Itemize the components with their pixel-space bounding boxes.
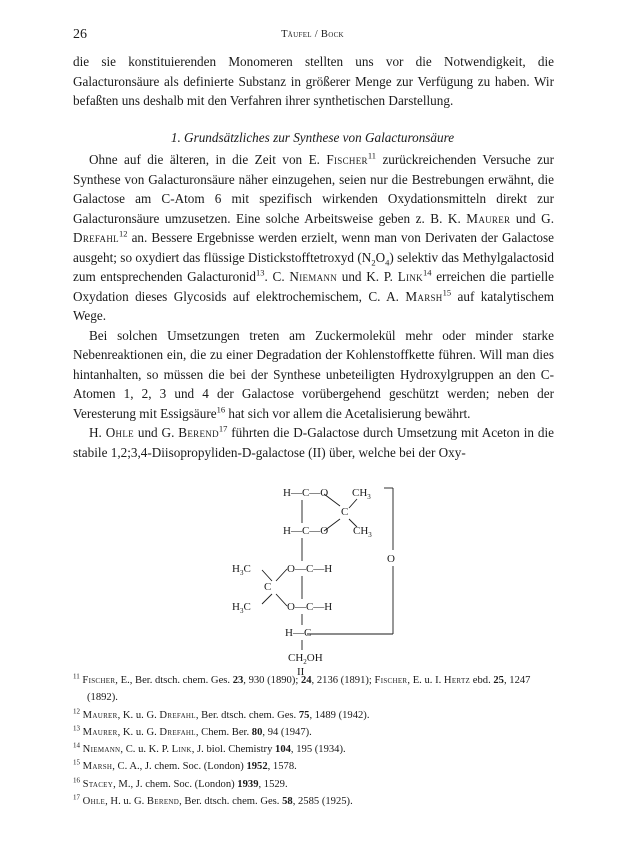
footnotes	[73, 672, 563, 810]
paragraph-acetone: H. Ohle und G. Berend$^{17}$ führten die D-Galactose durch Umsetzung mit Aceton in die stabile 1,2;3,4-Diisopropyliden-D-galactose (II) über, welche bei der Oxy-	[73, 423, 555, 460]
formula-c-left: C	[264, 581, 272, 593]
footnote-17: $^{17}$ Ohle, H. u. G. Berend, Ber. dtsch. chem. Ges. 58, 2585 (1925).	[73, 793, 353, 808]
paragraph-oxidation: Ohne auf die älteren, in die Zeit von E. Fischer$^{11}$ zurückreichenden Versuche zur Synthese von Galacturonsäure näher einzugehen, seien nur die Bestrebungen erwähnt, die Galactose am C-Atom 6 mit spezifisch wirkenden Oxydationsmitteln direkt zur Galacturonsäure umzusetzen. Eine solche Arbeitsweise geben z. B. K. Maurer und G. Drefahl$^{12}$ an. Bessere Ergebnisse werden erzielt, wenn man von Derivaten der Galactose ausgeht; so oxydiert das flüssige Distickstofftetroxyd $(N_2O_4)$ selektiv das Methylgalactosid zum entsprechenden Galacturonid$^{13}$. C. Niemann und K. P. Link$^{14}$ erreichen die partielle Oxydation dieses Glycosids auf elektrochemischem, C. A. Marsh$^{15}$ auf katalytischem Wege.	[73, 150, 555, 323]
section-body	[73, 150, 554, 462]
formula-oc4: O—C—H	[287, 601, 333, 613]
intro-paragraph	[73, 52, 554, 111]
footnote-11: $^{11}$ Fischer, E., Ber. dtsch. chem. Ges. 23, 930 (1890); 24, 2136 (1891); Fischer, E. u. I. Hertz ebd. 25, 1247 (1892).	[73, 672, 531, 704]
formula-hc2: H—C—O	[283, 525, 329, 537]
structure-formula-ii	[0, 470, 625, 660]
formula-oc3: O—C—H	[287, 563, 333, 575]
formula-label: II	[297, 666, 305, 678]
footnote-12: $^{12}$ Maurer, K. u. G. Drefahl, Ber. dtsch. chem. Ges. 75, 1489 (1942).	[73, 707, 370, 721]
formula-ch3-right: $CH_3$	[353, 525, 372, 539]
formula-hc5: H—C	[285, 627, 312, 639]
formula-ring-oxygen: O	[387, 553, 395, 565]
page-number: 26	[73, 27, 87, 42]
running-head: Täufel / Bock	[281, 29, 344, 40]
formula-hc1: H—C—O	[283, 487, 329, 499]
paragraph-protection: Bei solchen Umsetzungen treten am Zuckermolekül mehr oder minder starke Nebenreaktionen ein, die zu einer Degradation der Kohlenstoffkette führen. Will man dies hintanhalten, so müssen die bei der Synthese unbeteiligten Hydroxylgruppen an den C-Atomen 1, 2, 3 und 4 der Galactose vorübergehend geschützt werden; neben der Veresterung mit Essigsäure$^{16}$ hat sich vor allem die Acetalisierung bewährt.	[73, 327, 554, 421]
formula-h3c-bottom: $H_3C$	[232, 601, 251, 615]
footnote-13: $^{13}$ Maurer, K. u. G. Drefahl, Chem. Ber. 80, 94 (1947).	[73, 724, 312, 738]
formula-ch3-top: $CH_3$	[352, 487, 371, 501]
footnote-14: $^{14}$ Niemann, C. u. K. P. Link, J. biol. Chemistry 104, 195 (1934).	[73, 741, 346, 756]
formula-c-center: C	[341, 506, 349, 518]
formula-ch2oh: $CH_2OH$	[288, 652, 323, 667]
intro-text: die sie konstituierenden Monomeren stellten uns vor die Notwendigkeit, die Galacturonsäure als definierte Substanz in größerer Menge zur Verfügung zu haben. Wir befaßten uns deshalb mit den Verfahren ihrer synthetischen Darstellung.	[73, 54, 554, 108]
section-title: 1. Grundsätzliches zur Synthese von Galacturonsäure	[170, 130, 455, 145]
footnote-16: $^{16}$ Stacey, M., J. chem. Soc. (London) 1939, 1529.	[73, 776, 288, 790]
footnote-15: $^{15}$ Marsh, C. A., J. chem. Soc. (London) 1952, 1578.	[73, 758, 297, 773]
formula-h3c-top: $H_3C$	[232, 563, 251, 577]
